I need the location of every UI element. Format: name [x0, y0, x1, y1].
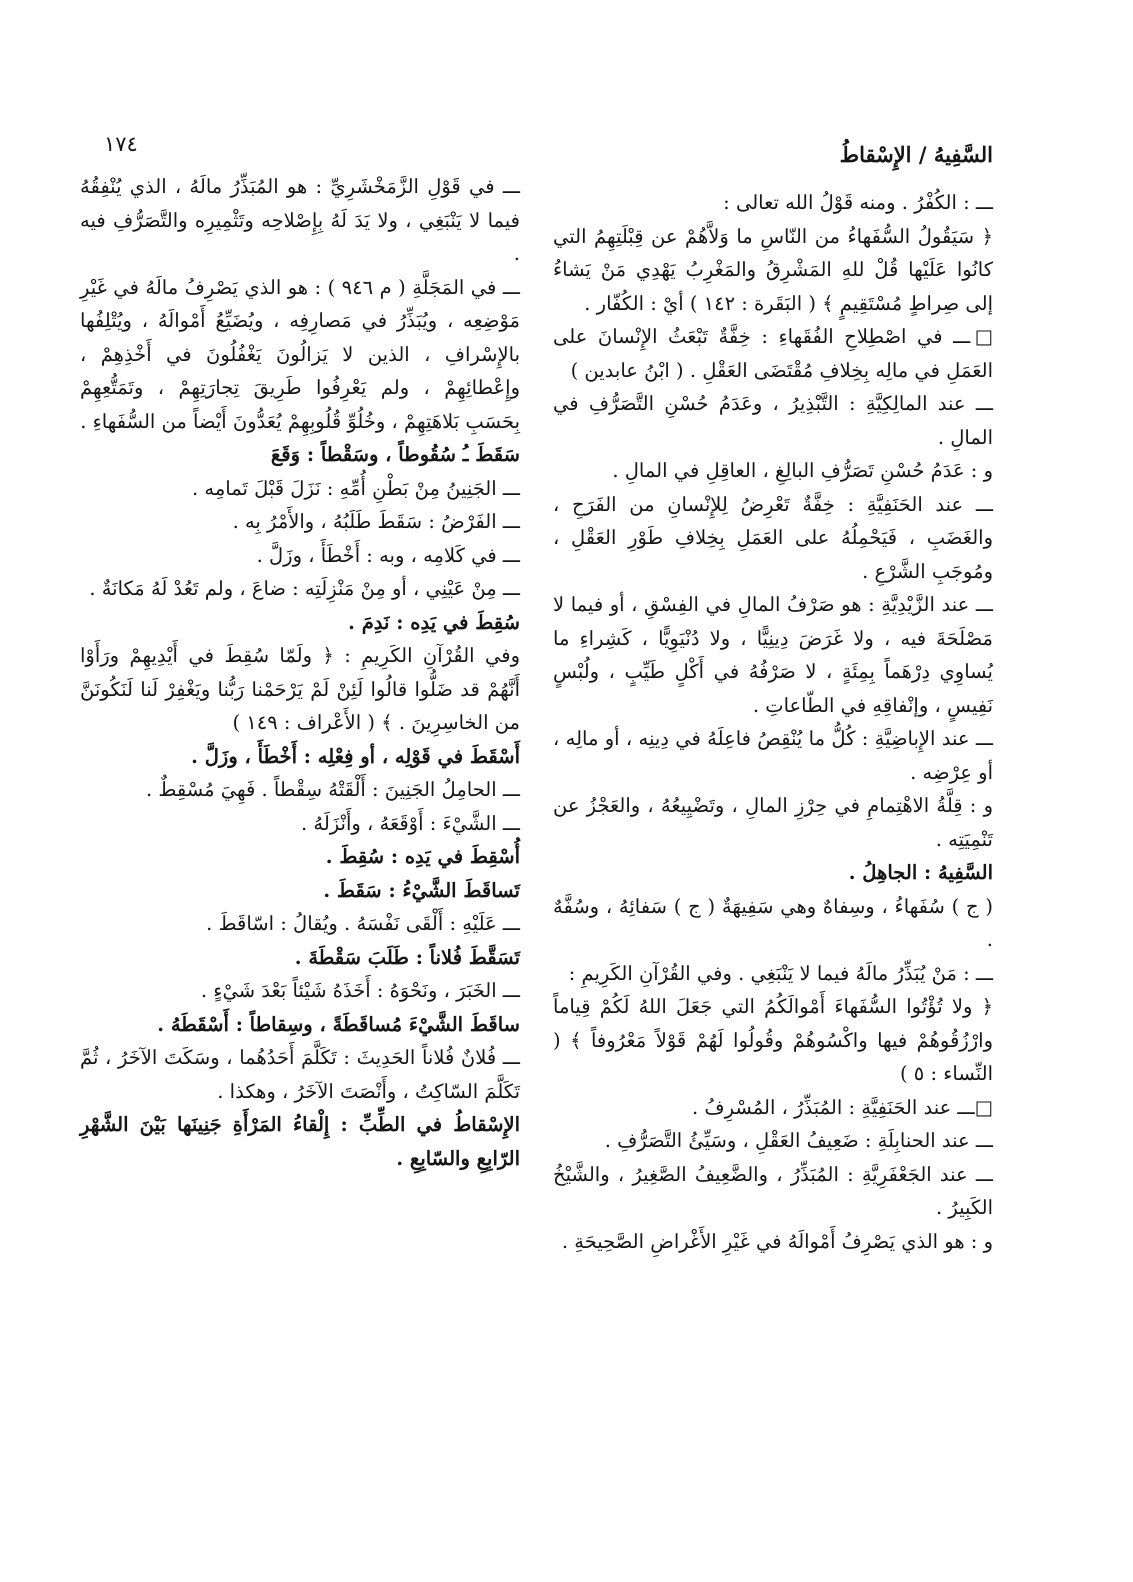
entry-paragraph: ـــ الجَنِينُ مِنْ بَطْنِ أُمِّهِ : نَزَلَ قَبْلَ تَمامِه .: [192, 476, 520, 500]
right-column: [553, 186, 993, 1258]
entry-paragraph: ـــ عند الحنابِلَةِ : ضَعِيفُ العَقْلِ ، وسَيِّئُ التَّصَرُّفِ .: [604, 1129, 993, 1152]
entry-paragraph: □ـــ في اصْطِلاحِ الفُقَهاءِ : خِفَّةٌ تَبْعَثُ الإِنْسانَ على العَمَلِ في مالِه بِخِلافِ مُقْتَضَى العَقْلِ . ( ابْنُ عابدين ): [553, 325, 993, 382]
entry-paragraph: □ـــ عند الحَنَفِيَّةِ : المُبَذِّرُ ، المُسْرِفُ .: [692, 1095, 993, 1119]
entry-paragraph: ـــ : الكُفْرُ . ومنه قَوْلُ الله تعالى :: [723, 191, 993, 214]
entry-paragraph: و : قِلَّةُ الاهْتِمامِ في حِرْزِ المالِ ، وتَضْيِيعُهُ ، والعَجْزُ عن تَنْمِيَتِه .: [553, 794, 993, 851]
entry-paragraph: ( ج ) سُفَهاءُ ، وسِفاهٌ وهي سَفِيهَةٌ ( ج ) سَفائِهُ ، وسُفَّهٌ .: [553, 894, 993, 951]
entry-paragraph: و : عَدَمُ حُسْنِ تَصَرُّفِ البالِغِ ، العاقِلِ في المالِ .: [612, 459, 993, 482]
quran-quote: ﴿ سَيَقُولُ السُّفَهاءُ من النّاسِ ما وَلاَّهُمْ عن قِبْلَتِهِمُ التي كانُوا عَلَيْها قُلْ للهِ المَشْرِقُ والمَغْرِبُ يَهْدِي مَنْ يَشاءُ إلى صِراطٍ مُسْتَقِيمٍ ﴾ ( البَقَرة : ١٤٢ ) أيْ : الكُفّار .: [553, 224, 993, 315]
entry-paragraph: ـــ في المَجَلَّةِ ( م ٩٤٦ ) : هو الذي يَصْرِفُ مالَهُ في غَيْرِ مَوْضِعِه ، ويُبَذِّرُ في مَصارِفِه ، ويُضَيِّعُ أَمْوالَهُ ، ويُتْلِفُها بالإِسْرافِ ، الذين لا يَزالُونَ يَغْفُلُونَ في أَخْذِهِمْ ، وإِعْطائِهِمْ ، ولم يَعْرِفُوا طَرِيقَ تِجارَتِهِمْ ، وتَمَتُّعِهِمْ بِحَسَبِ بَلاهَتِهِمْ ، وخُلُوِّ قُلُوبِهِمْ يُعَدُّونَ أَيْضاً من السُّفَهاءِ .: [80, 275, 520, 433]
headword-entry: ساقَطَ الشَّيْءَ مُساقَطَةً ، وسِقاطاً : أَسْقَطَهُ .: [157, 1012, 520, 1036]
entry-paragraph: ـــ فُلانٌ فُلاناً الحَدِيثَ : تَكَلَّمَ أَحَدُهُما ، وسَكَتَ الآخَرُ ، ثُمَّ تَكَلَّمَ السّاكِتُ ، وأَنْصَتَ الآخَرُ ، وهكذا .: [80, 1046, 520, 1103]
entry-paragraph: ـــ الشَّيْءَ : أَوْقَعَهُ ، وأَنْزَلَهُ .: [300, 811, 520, 835]
entry-paragraph: ـــ في قَوْلِ الزَّمَخْشَرِيِّ : هو المُبَذِّرُ مالَهُ ، الذي يُنْفِقُهُ فيما لا يَنْبَغِي ، ولا يَدَ لَهُ بِإِصْلاحِه وتَثْمِيرِه والتَّصَرُّفِ فيه .: [80, 175, 520, 265]
entry-paragraph: ـــ عند الإِباضِيَّةِ : كُلُّ ما يُنْقِصُ فاعِلَهُ في دِينِه ، أو مالِه ، أو عِرْضِه .: [553, 727, 993, 784]
quran-quote: ﴿ ولا تُؤْتُوا السُّفَهاءَ أَمْوالَكُمُ التي جَعَلَ اللهُ لَكُمْ قِياماً وارْزُقُوهُمْ فيها واكْسُوهُمْ وقُولُوا لَهُمْ قَوْلاً مَعْرُوفاً ﴾ ( النِّساء : ٥ ): [553, 995, 993, 1085]
headword-entry: تَساقَطَ الشَّيْءُ : سَقَطَ .: [323, 878, 520, 902]
headword-entry: سَقَطَ ـُ سُقُوطاً ، وسَقْطاً : وَقَعَ: [270, 443, 520, 466]
entry-paragraph: ـــ عند الزَّيْدِيَّةِ : هو صَرْفُ المالِ في الفِسْقِ ، أو فيما لا مَصْلَحَةَ فيه ، ولا غَرَضَ دِينِيًّا ، ولا دُنْيَوِيًّا ، كَشِراءِ ما يُساوِي دِرْهَماً بِمِئَةٍ ، لا صَرْفُهُ في أَكْلٍ طَيِّبٍ ، ولُبْسٍ نَفِيسٍ ، وإنْفاقِهِ في الطّاعاتِ .: [553, 593, 993, 717]
entry-paragraph: ـــ عَلَيْهِ : أَلْقَى نَفْسَهُ . ويُقالُ : اسّاقَطَ .: [206, 912, 520, 935]
quran-quote: وفي القُرْآنِ الكَرِيمِ : ﴿ ولَمّا سُقِطَ في أَيْدِيهِمْ ورَأَوْا أَنَّهُمْ قد ضَلُّوا قالُوا لَئِنْ لَمْ يَرْحَمْنا رَبُّنا ويَغْفِرْ لَنا لَنَكُونَنَّ من الخاسِرِينَ . ﴾ ( الأَعْراف : ١٤٩ ): [80, 644, 520, 734]
running-title: السَّفِيهُ / الإِسْقاطُ: [839, 142, 993, 167]
entry-paragraph: ـــ : مَنْ يُبَذِّرُ مالَهُ فيما لا يَنْبَغِي . وفي القُرْآنِ الكَرِيمِ :: [568, 961, 993, 985]
entry-paragraph: ـــ في كَلامِه ، وبه : أَخْطَأَ ، وزَلَّ .: [256, 543, 520, 567]
headword-entry: سُقِطَ في يَدِه : نَدِمَ .: [348, 610, 520, 634]
page-number: ١٧٤: [104, 132, 138, 156]
entry-paragraph: ـــ الخَبَرَ ، ونَحْوَهُ : أَخَذَهُ شَيْئاً بَعْدَ شَيْءٍ .: [200, 979, 520, 1002]
entry-paragraph: ـــ الفَرْضُ : سَقَطَ طَلَبُهُ ، والأَمْرُ بِه .: [232, 510, 520, 533]
entry-paragraph: و : هو الذي يَصْرِفُ أَمْوالَهُ في غَيْرِ الأَغْراضِ الصَّحِيحَةِ .: [561, 1229, 993, 1253]
left-column: [80, 170, 520, 1175]
headword-entry: تَسَقَّطَ فُلاناً : طَلَبَ سَقْطَةَ .: [294, 945, 520, 969]
entry-paragraph: ـــ عند الحَنَفِيَّةِ : خِفَّةٌ تَعْرِضُ لِلإِنْسانِ من الفَرَحِ ، والغَضَبِ ، فَيَحْمِلُهُ على العَمَلِ بِخِلافِ طَوْرِ العَقْلِ ، ومُوجَبِ الشَّرْعِ .: [553, 492, 993, 583]
entry-paragraph: ـــ مِنْ عَيْنِي ، أو مِنْ مَنْزِلَتِه : ضاعَ ، ولم تَعُدْ لَهُ مَكانَةٌ .: [89, 577, 520, 600]
entry-paragraph: ـــ عند الجَعْفَرِيَّةِ : المُبَذِّرُ ، والضَّعِيفُ الصَّغِيرُ ، والشَّيْخُ الكَبِيرُ .: [553, 1162, 993, 1219]
entry-paragraph: ـــ الحامِلُ الجَنِينَ : أَلْقَتْهُ سِقْطاً . فَهِيَ مُسْقِطٌ .: [145, 778, 520, 801]
headword-entry: السَّفِيهُ : الجاهِلُ .: [848, 861, 993, 884]
headword-entry: أُسْقِطَ في يَدِه : سُقِطَ .: [325, 845, 520, 868]
entry-paragraph: ـــ عند المالِكِيَّةِ : التَّبْذِيرُ ، وعَدَمُ حُسْنِ التَّصَرُّفِ في المالِ .: [553, 392, 993, 449]
headword-entry: أَسْقَطَ في قَوْلِه ، أو فِعْلِه : أَخْطَأَ ، وزَلَّ .: [191, 744, 520, 768]
headword-entry: الإِسْقاطُ في الطِّبِّ : إِلْقاءُ المَرْأَةِ جَنِينَها بَيْنَ الشَّهْرِ الرّابِعِ والسّابِعِ .: [80, 1113, 520, 1170]
